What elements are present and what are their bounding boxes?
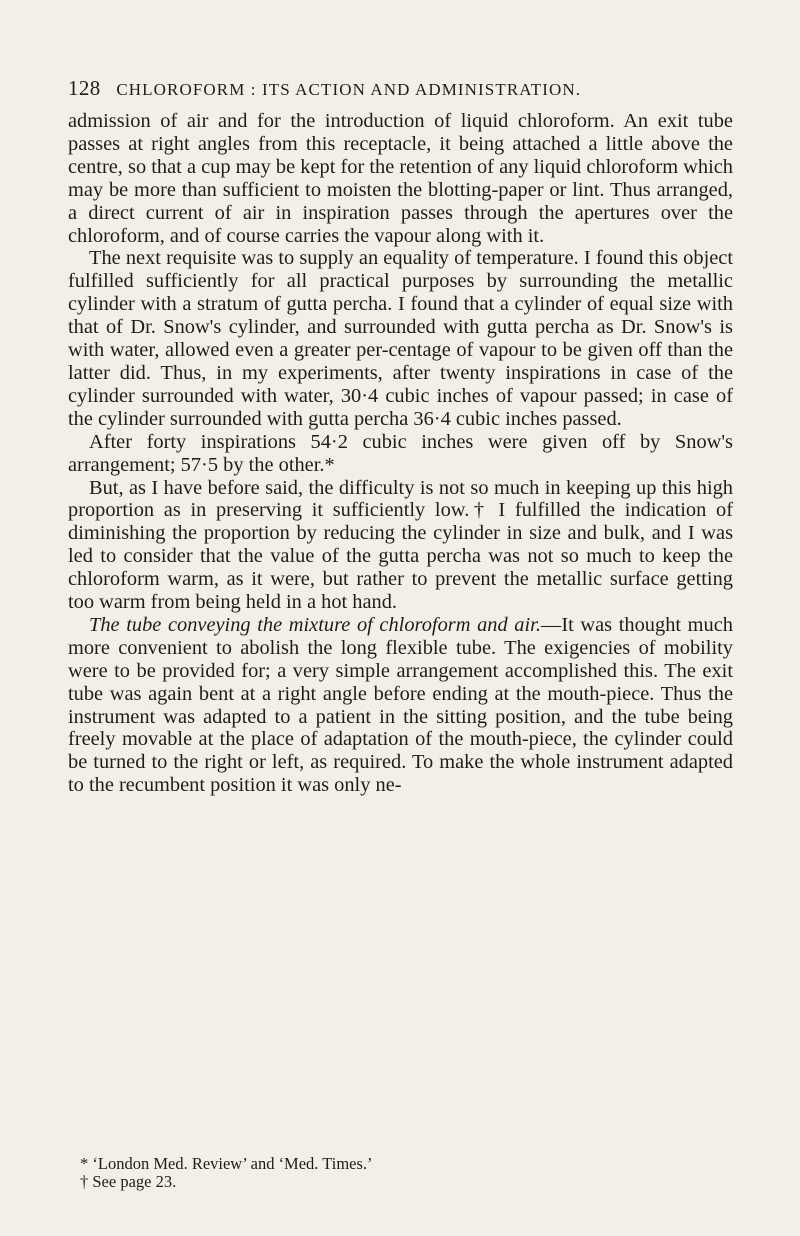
footnote: † See page 23. bbox=[80, 1172, 177, 1191]
paragraph bbox=[68, 614, 733, 797]
paragraph: But, as I have before said, the difficulty is not so much in keeping up this high proportion as in preserving it sufficiently low.† I fulfilled the indication of diminishing the proportion by reducing the cylinder in size and bulk, and I was led to consider that the value of the gutta percha was not so much to keep the chloroform warm, as it were, but rather to prevent the metallic surface getting too warm from being held in a hot hand. bbox=[68, 476, 733, 614]
body-text bbox=[68, 110, 733, 797]
footnote: * ‘London Med. Review’ and ‘Med. Times.’ bbox=[80, 1154, 373, 1173]
paragraph: After forty inspirations 54·2 cubic inches were given off by Snow's arrangement; 57·5 by the other.* bbox=[68, 430, 733, 476]
section-heading: The tube conveying the mixture of chloroform and air. bbox=[89, 613, 541, 636]
running-header bbox=[68, 76, 708, 101]
paragraph: admission of air and for the introduction of liquid chloroform. An exit tube passes at right angles from this receptacle, it being attached a little above the centre, so that a cup may be kept for the retention of any liquid chloroform which may be more than sufficient to moisten the blotting-paper or lint. Thus arranged, a direct current of air in inspiration passes through the apertures over the chloroform, and of course carries the vapour along with it. bbox=[68, 110, 733, 247]
page-number: 128 bbox=[68, 76, 101, 100]
paragraph: The next requisite was to supply an equality of temperature. I found this object fulfilled sufficiently for all practical purposes by surrounding the metallic cylinder with a stratum of gutta percha. I found that a cylinder of equal size with that of Dr. Snow's cylinder, and surrounded with gutta percha as Dr. Snow's is with water, allowed even a greater per-centage of vapour to be given off than the latter did. Thus, in my experiments, after twenty inspirations in case of the cylinder surrounded with water, 30·4 cubic inches of vapour passed; in case of the cylinder surrounded with gutta percha 36·4 cubic inches passed. bbox=[68, 247, 733, 430]
running-title: CHLOROFORM : ITS ACTION AND ADMINISTRATION. bbox=[116, 80, 582, 99]
footnotes bbox=[68, 1155, 733, 1191]
paragraph-text: —It was thought much more convenient to abolish the long flexible tube. The exigencies of mobility were to be provided for; a very simple arrangement accomplished this. The exit tube was again bent at a right angle before ending at the mouth-piece. Thus the instrument was adapted to a patient in the sitting position, and the tube being freely movable at the place of adaptation of the mouth-piece, the cylinder could be turned to the right or left, as required. To make the whole instrument adapted to the recumbent position it was only ne- bbox=[68, 613, 733, 797]
